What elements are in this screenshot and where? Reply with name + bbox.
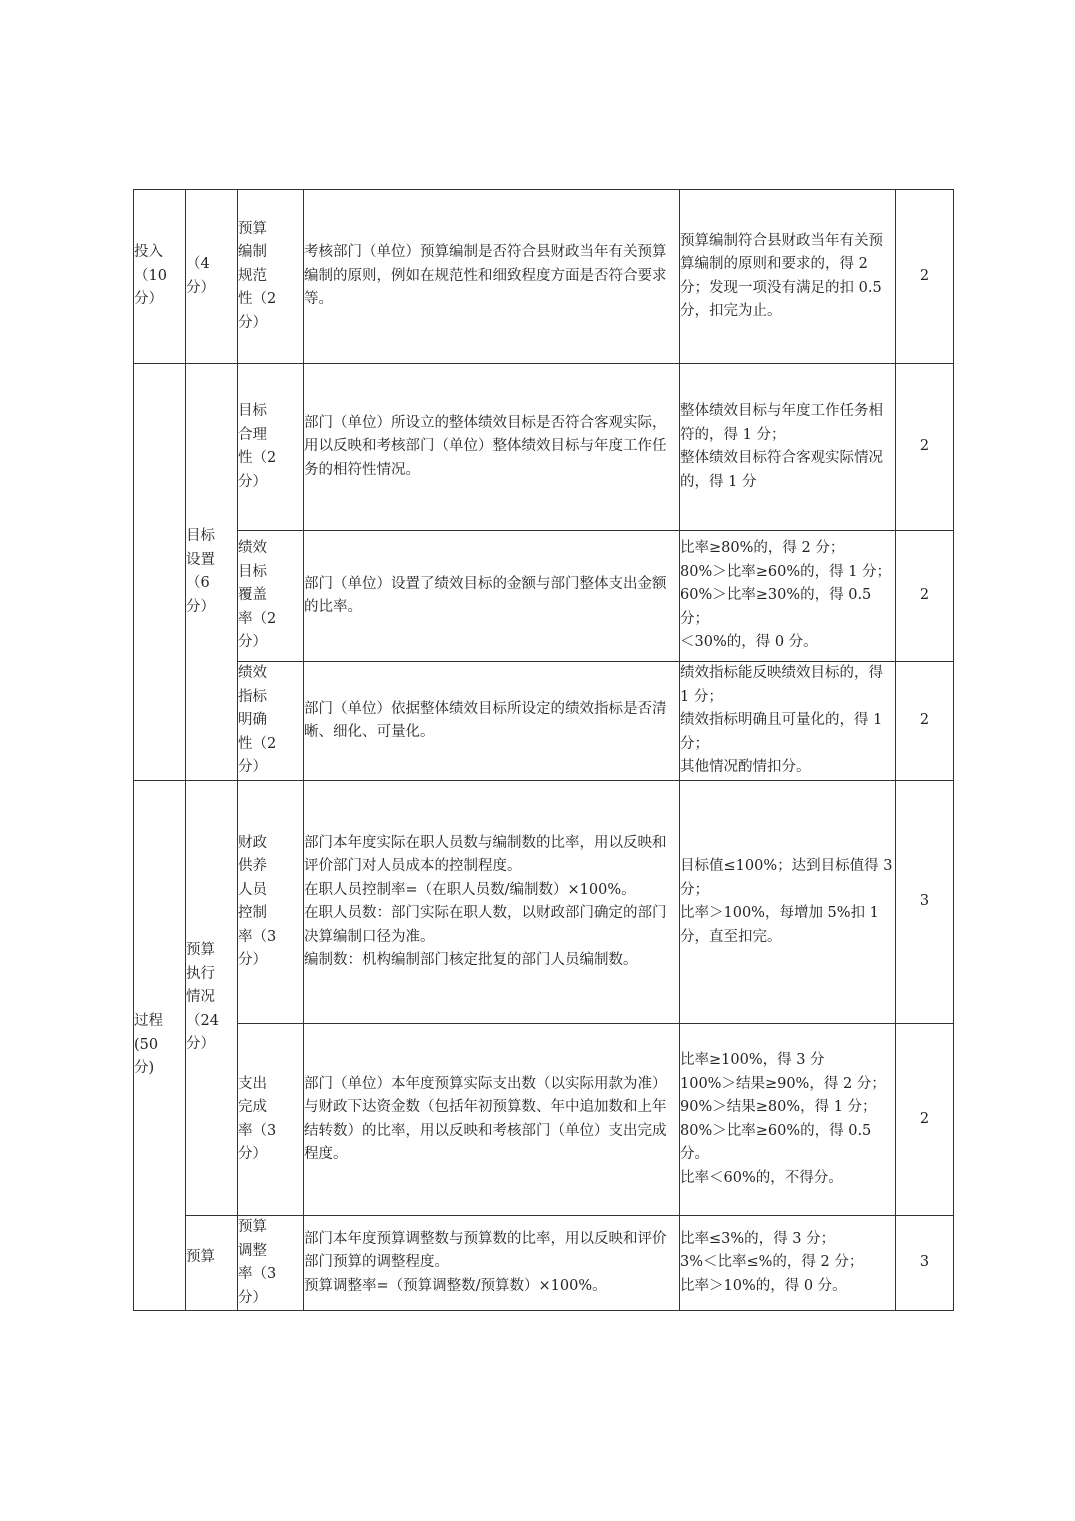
score-cell: 2 (896, 662, 954, 781)
section-input-continuation (134, 364, 186, 781)
indicator-cell: 财政 供养 人员 控制 率（3 分） (238, 781, 304, 1024)
table-row (134, 1216, 954, 1311)
criteria-cell: 绩效指标能反映绩效目标的，得 1 分； 绩效指标明确且可量化的，得 1 分； 其他情况酌情扣分。 (680, 662, 896, 781)
score-cell: 2 (896, 364, 954, 531)
indicator-cell: 目标 合理 性（2 分） (238, 364, 304, 531)
table-row (134, 364, 954, 531)
score-cell: 2 (896, 190, 954, 364)
criteria-cell: 比率≤3%的，得 3 分； 3%＜比率≤%的，得 2 分； 比率＞10%的，得 0 分。 (680, 1216, 896, 1311)
description-cell: 部门（单位）本年度预算实际支出数（以实际用款为准）与财政下达资金数（包括年初预算数、年中追加数和上年结转数）的比率，用以反映和考核部门（单位）支出完成程度。 (304, 1024, 680, 1216)
indicator-cell: 预算 调整 率（3 分） (238, 1216, 304, 1311)
performance-evaluation-table (133, 189, 954, 1311)
criteria-cell: 比率≥80%的，得 2 分； 80%＞比率≥60%的，得 1 分； 60%＞比率≥30%的，得 0.5 分； ＜30%的，得 0 分。 (680, 531, 896, 662)
description-cell: 部门（单位）设置了绩效目标的金额与部门整体支出金额的比率。 (304, 531, 680, 662)
table-row (134, 531, 954, 662)
table-row (134, 662, 954, 781)
indicator-cell: 预算 编制 规范 性（2 分） (238, 190, 304, 364)
section-process-label: 过程 (50 分) (134, 781, 186, 1311)
score-cell: 2 (896, 531, 954, 662)
criteria-cell: 预算编制符合县财政当年有关预算编制的原则和要求的，得 2 分；发现一项没有满足的扣 0.5 分，扣完为止。 (680, 190, 896, 364)
description-cell: 部门本年度实际在职人员数与编制数的比率，用以反映和评价部门对人员成本的控制程度。 在职人员控制率=（在职人员数/编制数）×100%。 在职人员数：部门实际在职人数，以财政部门确定的部门决算编制口径为准。 编制数：机构编制部门核定批复的部门人员编制数。 (304, 781, 680, 1024)
indicator-cell: 绩效 目标 覆盖 率（2 分） (238, 531, 304, 662)
table-row (134, 781, 954, 1024)
section-input-label: 投入 （10 分） (134, 190, 186, 364)
score-cell: 3 (896, 1216, 954, 1311)
description-cell: 部门（单位）所设立的整体绩效目标是否符合客观实际，用以反映和考核部门（单位）整体绩效目标与年度工作任务的相符性情况。 (304, 364, 680, 531)
criteria-cell: 目标值≤100%；达到目标值得 3 分； 比率＞100%，每增加 5%扣 1 分，直至扣完。 (680, 781, 896, 1024)
indicator-cell: 绩效 指标 明确 性（2 分） (238, 662, 304, 781)
description-cell: 部门本年度预算调整数与预算数的比率，用以反映和评价部门预算的调整程度。 预算调整率=（预算调整数/预算数）×100%。 (304, 1216, 680, 1311)
table-row (134, 190, 954, 364)
description-cell: 考核部门（单位）预算编制是否符合县财政当年有关预算编制的原则，例如在规范性和细致程度方面是否符合要求等。 (304, 190, 680, 364)
table-row (134, 1024, 954, 1216)
score-cell: 2 (896, 1024, 954, 1216)
group-input-cont-label: （4 分） (186, 190, 238, 364)
score-cell: 3 (896, 781, 954, 1024)
indicator-cell: 支出 完成 率（3 分） (238, 1024, 304, 1216)
group-exec-label: 预算 执行 情况 （24 分） (186, 781, 238, 1216)
group-next-label: 预算 (186, 1216, 238, 1311)
criteria-cell: 整体绩效目标与年度工作任务相符的，得 1 分； 整体绩效目标符合客观实际情况的，得 1 分 (680, 364, 896, 531)
criteria-cell: 比率≥100%，得 3 分 100%＞结果≥90%，得 2 分； 90%＞结果≥80%，得 1 分； 80%＞比率≥60%的，得 0.5 分。 比率＜60%的，不得分。 (680, 1024, 896, 1216)
group-target-label: 目标 设置 （6 分） (186, 364, 238, 781)
description-cell: 部门（单位）依据整体绩效目标所设定的绩效指标是否清晰、细化、可量化。 (304, 662, 680, 781)
